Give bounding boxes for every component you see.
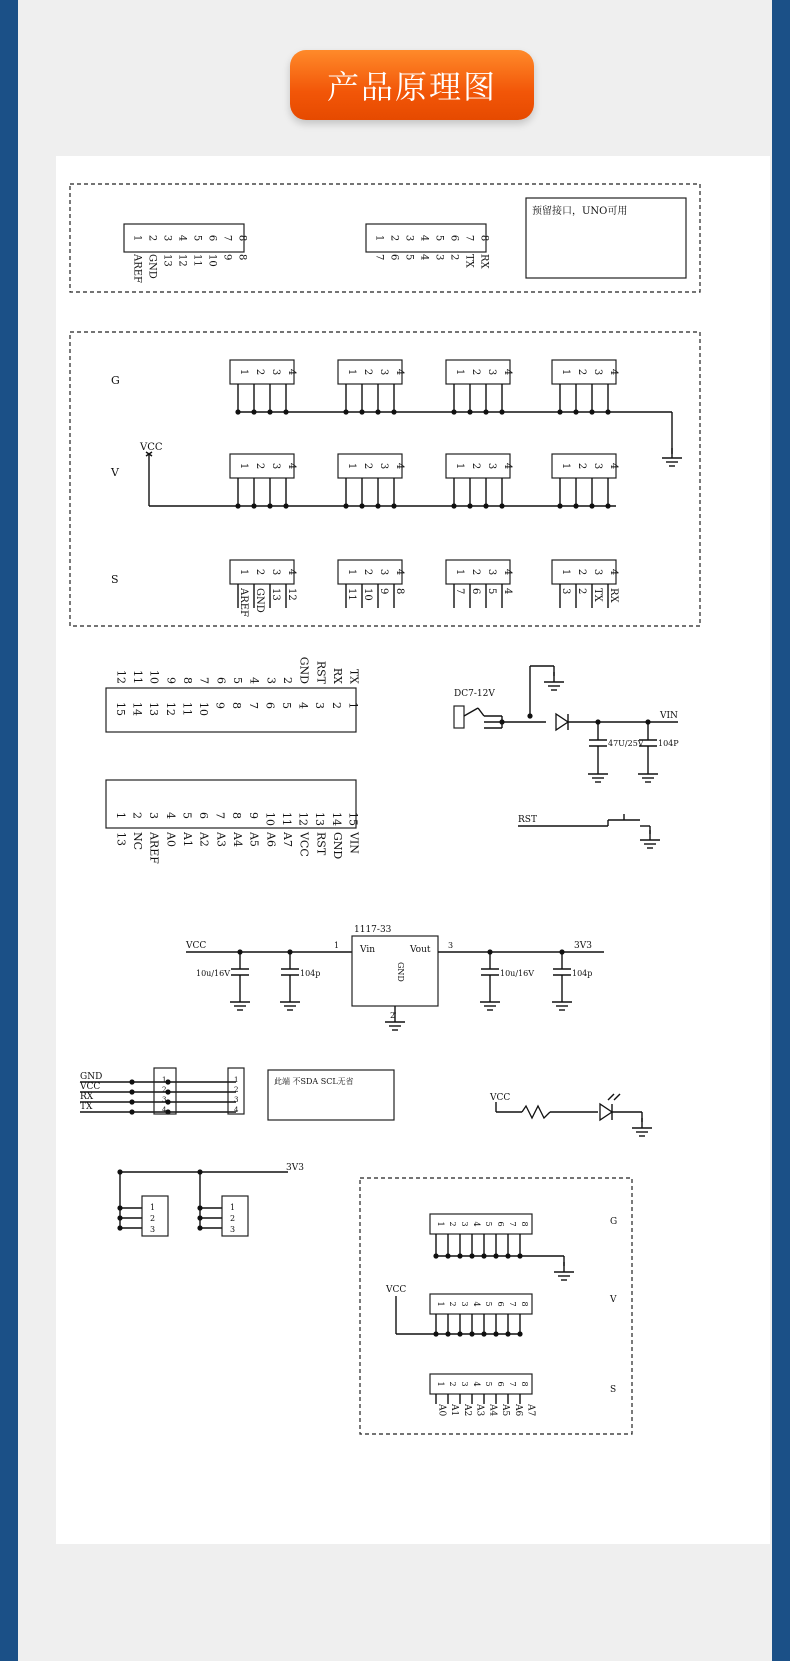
pin-number: 4 xyxy=(502,568,513,576)
nano-bottom-pin: 1 xyxy=(114,812,127,819)
pin-number: 6 xyxy=(206,234,218,242)
led xyxy=(600,1104,612,1120)
schematic-drawing xyxy=(56,156,770,1544)
header-right-label: 4 xyxy=(418,254,430,261)
analog-label: A4 xyxy=(487,1404,498,1417)
nano-bottom-pin: 5 xyxy=(180,812,194,819)
nano-top-pin: 2 xyxy=(329,702,343,709)
pin-number: 1 xyxy=(346,568,357,576)
nano-bottom-label: A4 xyxy=(231,832,244,847)
pin-number: 3 xyxy=(486,368,497,376)
pin-number: 1 xyxy=(346,462,357,470)
junction-dot xyxy=(527,713,532,718)
analog-pin: 5 xyxy=(484,1301,493,1307)
reg-pin-out: 3 xyxy=(448,941,454,950)
analog-pin: 5 xyxy=(484,1221,493,1227)
nano-bottom-pin: 12 xyxy=(296,812,310,826)
header-left-label: 13 xyxy=(161,254,173,267)
header-left-label: 12 xyxy=(176,254,188,267)
nano-top-pin: 12 xyxy=(163,702,177,716)
s-label: 6 xyxy=(470,588,481,595)
jack-contact xyxy=(464,708,478,716)
nano-bottom-label: A2 xyxy=(197,832,211,847)
serial-pin-b: 4 xyxy=(234,1106,239,1114)
analog-pin: 2 xyxy=(448,1221,457,1227)
pin-number: 4 xyxy=(394,368,405,376)
analog-pin: 7 xyxy=(508,1381,517,1387)
analog-pin: 3 xyxy=(460,1221,469,1227)
analog-label: A5 xyxy=(500,1404,511,1417)
analog-label: A3 xyxy=(474,1404,485,1417)
pin-number: 3 xyxy=(270,568,281,576)
nano-bottom-label: RST xyxy=(314,832,328,856)
pin-number: 1 xyxy=(346,368,357,376)
pin-number: 1 xyxy=(238,368,249,376)
s-label: AREF xyxy=(238,588,249,617)
pin-number: 2 xyxy=(146,234,158,242)
s-label: RX xyxy=(608,588,619,603)
led-ray xyxy=(614,1094,620,1100)
junction-dot xyxy=(129,1079,134,1084)
s-label: 12 xyxy=(286,588,297,601)
pin-number: 1 xyxy=(454,462,465,470)
nano-bottom-pin: 13 xyxy=(313,812,327,826)
nano-bottom-label: GND xyxy=(331,832,344,860)
page-title: 产品原理图 xyxy=(290,50,534,120)
header-left-label: 9 xyxy=(221,254,233,261)
analog-label: A7 xyxy=(525,1404,536,1417)
serial-pin-b: 1 xyxy=(234,1076,239,1084)
vin-label: VIN xyxy=(660,711,678,721)
pin-number: 6 xyxy=(448,234,460,242)
serial-net: VCC xyxy=(80,1082,101,1092)
nano-bottom-pin: 10 xyxy=(263,812,277,826)
nano-top-label: 10 xyxy=(147,670,161,684)
serial-pin-a: 4 xyxy=(162,1106,167,1114)
nano-bottom-pin: 9 xyxy=(246,812,260,819)
nano-top-pin: 11 xyxy=(180,702,194,716)
nano-top-label: RX xyxy=(331,667,344,684)
nano-top-pin: 14 xyxy=(130,702,144,716)
nano-bottom-label: 13 xyxy=(114,832,128,846)
nano-bottom-pin: 14 xyxy=(329,812,343,826)
header-left-label: 11 xyxy=(191,254,203,267)
junction-dot xyxy=(197,1215,202,1220)
nano-top-label: 11 xyxy=(131,670,144,684)
analog-pin: 4 xyxy=(472,1221,481,1227)
cap-out2-label: 104p xyxy=(572,969,593,978)
pin-number: 7 xyxy=(463,234,475,242)
nano-top-label: 8 xyxy=(181,677,194,684)
serial-net: TX xyxy=(80,1102,93,1112)
pin-number: 8 xyxy=(236,234,248,242)
pin-number: 8 xyxy=(478,234,490,242)
header-right-label: 7 xyxy=(373,254,385,261)
nano-top-label: 12 xyxy=(114,670,128,684)
pin-number: 3 xyxy=(161,234,173,242)
junction-dot xyxy=(129,1109,134,1114)
nano-top-label: 3 xyxy=(264,677,278,684)
nano-top-pin: 8 xyxy=(230,702,244,709)
s-label: 5 xyxy=(486,588,497,595)
pin-number: 2 xyxy=(470,368,481,376)
analog-label: A0 xyxy=(436,1404,447,1417)
i2c-pin-b: 1 xyxy=(230,1203,236,1212)
pin-number: 2 xyxy=(576,368,587,376)
s-label: 9 xyxy=(378,588,389,595)
analog-label: A1 xyxy=(449,1404,460,1417)
cap-out1-label: 10u/16V xyxy=(500,969,534,978)
i2c-pin-a: 1 xyxy=(150,1203,156,1212)
analog-label: A6 xyxy=(512,1404,523,1417)
analog-pin: 3 xyxy=(460,1301,469,1307)
pin-number: 1 xyxy=(454,568,465,576)
pin-number: 3 xyxy=(378,462,389,470)
pin-number: 3 xyxy=(592,368,603,376)
led-vcc: VCC xyxy=(490,1093,511,1103)
nano-top-pin: 3 xyxy=(313,702,327,709)
pin-number: 2 xyxy=(470,462,481,470)
nano-bottom-pin: 4 xyxy=(163,812,177,819)
nano-bottom-label: VCC xyxy=(297,832,311,857)
analog-pin: 2 xyxy=(448,1381,457,1387)
pin-number: 1 xyxy=(560,568,571,576)
jack-label: DC7-12V xyxy=(454,689,495,699)
pin-number: 2 xyxy=(470,568,481,576)
analog-pin: 5 xyxy=(484,1381,493,1387)
s-label: 7 xyxy=(454,588,465,595)
schematic-sheet xyxy=(56,156,770,1544)
nano-bottom-label: A5 xyxy=(247,832,261,847)
pin-number: 2 xyxy=(576,462,587,470)
serial-net: RX xyxy=(80,1092,94,1102)
i2c-net: 3V3 xyxy=(286,1163,304,1173)
row-label-v: V xyxy=(111,466,119,479)
pin-number: 4 xyxy=(608,368,619,376)
pin-number: 4 xyxy=(608,568,619,576)
s-label: 2 xyxy=(576,588,587,595)
nano-top-label: 5 xyxy=(231,677,244,684)
pin-number: 2 xyxy=(254,368,265,376)
nano-bottom-label: A3 xyxy=(214,832,228,847)
analog-pin: 8 xyxy=(520,1301,529,1307)
pin-number: 4 xyxy=(608,462,619,470)
nano-bottom-pin: 7 xyxy=(213,812,227,819)
page-frame xyxy=(18,0,772,1661)
diode xyxy=(556,714,568,730)
pin-number: 1 xyxy=(373,234,385,242)
analog-pin: 8 xyxy=(520,1381,529,1387)
s-label: GND xyxy=(254,588,265,613)
header-right-label: 6 xyxy=(388,254,400,261)
header-left-label: AREF xyxy=(131,254,143,283)
resistor xyxy=(522,1106,550,1118)
nano-bottom-label: VIN xyxy=(347,832,361,854)
pin-number: 2 xyxy=(254,462,265,470)
reg-pin-in: 1 xyxy=(334,941,340,950)
nano-bottom-label: A0 xyxy=(164,832,178,847)
serial-pin-a: 3 xyxy=(162,1096,167,1104)
analog-pin: 1 xyxy=(436,1381,445,1387)
rst-label: RST xyxy=(518,815,537,825)
pin-number: 2 xyxy=(362,568,373,576)
nano-bottom-pin: 3 xyxy=(147,812,161,819)
nano-bottom-label: A7 xyxy=(281,832,294,847)
note-text: 预留接口，UNO可用 xyxy=(532,206,628,217)
nano-bottom-label: AREF xyxy=(147,832,161,864)
jack-contact xyxy=(478,708,484,716)
pin-number: 4 xyxy=(502,368,513,376)
nano-bottom-label: A6 xyxy=(264,832,278,847)
junction-dot xyxy=(117,1215,122,1220)
junction-dot xyxy=(197,1225,202,1230)
nano-top-label: 9 xyxy=(164,677,178,684)
pin-number: 2 xyxy=(576,568,587,576)
serial-net: GND xyxy=(80,1072,103,1082)
s-label: 13 xyxy=(270,588,281,601)
header-left-label: 10 xyxy=(206,254,218,267)
header-left-label: GND xyxy=(146,254,158,279)
pin-number: 4 xyxy=(176,234,188,242)
pin-number: 2 xyxy=(254,568,265,576)
led-ray xyxy=(608,1094,614,1100)
pin-number: 1 xyxy=(238,568,249,576)
junction-dot xyxy=(117,1205,122,1210)
s-label: TX xyxy=(592,588,603,602)
analog-pin: 4 xyxy=(472,1381,481,1387)
header-right-label: TX xyxy=(463,254,475,268)
header-right-label: 3 xyxy=(433,254,445,261)
analog-pin: 2 xyxy=(448,1301,457,1307)
serial-pin-b: 2 xyxy=(234,1086,239,1094)
nano-top-label: 6 xyxy=(214,677,228,684)
analog-pin: 6 xyxy=(496,1301,505,1307)
analog-pin: 3 xyxy=(460,1381,469,1387)
pin-number: 3 xyxy=(592,462,603,470)
pin-number: 2 xyxy=(388,234,400,242)
nano-bottom-pin: 11 xyxy=(280,812,293,826)
pin-number: 3 xyxy=(378,568,389,576)
reg-vout: Vout xyxy=(410,945,431,955)
nano-top-pin: 7 xyxy=(246,702,260,709)
pin-number: 3 xyxy=(270,462,281,470)
nano-top-pin: 4 xyxy=(296,702,310,709)
reg-pin-gnd: 2 xyxy=(390,1011,396,1020)
nano-top-label: GND xyxy=(297,656,311,684)
analog-pin: 1 xyxy=(436,1301,445,1307)
vcc-label-v: VCC xyxy=(140,442,163,453)
nano-top-label: 4 xyxy=(247,677,261,684)
nano-top-pin: 13 xyxy=(147,702,161,716)
analog-pin: 7 xyxy=(508,1301,517,1307)
pin-number: 5 xyxy=(433,234,445,242)
pin-number: 3 xyxy=(486,462,497,470)
serial-pin-a: 1 xyxy=(162,1076,167,1084)
analog-pin: 1 xyxy=(436,1221,445,1227)
pin-number: 3 xyxy=(592,568,603,576)
header-right-label: RX xyxy=(478,254,490,269)
analog-row-s: S xyxy=(610,1385,617,1395)
dc-jack xyxy=(454,706,464,728)
i2c-pin-a: 3 xyxy=(150,1225,156,1234)
nano-bottom-pin: 15 xyxy=(346,812,360,826)
gvs-box xyxy=(70,332,700,626)
nano-bottom-label: NC xyxy=(131,832,144,851)
reg-out-net: 3V3 xyxy=(574,941,592,951)
pin-number: 4 xyxy=(286,462,297,470)
reg-in-net: VCC xyxy=(186,941,207,951)
analog-row-g: G xyxy=(610,1217,618,1227)
pin-number: 1 xyxy=(560,462,571,470)
row-label-g: G xyxy=(111,374,120,387)
analog-pin: 8 xyxy=(520,1221,529,1227)
nano-top-pin: 15 xyxy=(114,702,127,716)
junction-dot xyxy=(499,719,504,724)
pin-number: 3 xyxy=(378,368,389,376)
serial-note: 此端 不SDA SCL无省 xyxy=(274,1077,354,1086)
pin-number: 3 xyxy=(403,234,415,242)
analog-vcc: VCC xyxy=(386,1285,407,1295)
pin-number: 4 xyxy=(286,368,297,376)
header-right-label: 5 xyxy=(403,254,415,261)
s-label: 3 xyxy=(560,588,571,595)
nano-top-label: 2 xyxy=(281,677,294,684)
s-label: 10 xyxy=(362,588,373,601)
header-left-label: 8 xyxy=(236,254,248,261)
pin-number: 1 xyxy=(131,234,143,242)
serial-pin-a: 2 xyxy=(162,1086,167,1094)
pin-number: 2 xyxy=(362,462,373,470)
serial-pin-b: 3 xyxy=(234,1096,239,1104)
i2c-pin-b: 3 xyxy=(230,1225,236,1234)
nano-top-label: TX xyxy=(347,668,361,684)
cap-in2-label: 104p xyxy=(300,969,321,978)
junction-dot xyxy=(117,1225,122,1230)
pin-number: 4 xyxy=(394,568,405,576)
i2c-pin-b: 2 xyxy=(230,1214,236,1223)
pin-number: 1 xyxy=(560,368,571,376)
pin-number: 4 xyxy=(286,568,297,576)
pin-number: 1 xyxy=(454,368,465,376)
nano-top-pin: 10 xyxy=(197,702,210,716)
reg-gnd: GND xyxy=(396,962,405,982)
nano-top-label: RST xyxy=(314,660,328,684)
nano-top-pin: 1 xyxy=(346,702,360,709)
pin-number: 2 xyxy=(362,368,373,376)
analog-row-v: V xyxy=(610,1295,617,1305)
cap2-label: 104P xyxy=(658,739,679,748)
nano-bottom-pin: 8 xyxy=(230,812,244,819)
nano-bottom-pin: 2 xyxy=(130,812,144,819)
analog-label: A2 xyxy=(461,1404,472,1417)
row-label-s: S xyxy=(111,573,119,586)
nano-top-pin: 5 xyxy=(280,702,293,709)
nano-top-pin: 9 xyxy=(213,702,227,709)
i2c-pin-a: 2 xyxy=(150,1214,156,1223)
analog-pin: 6 xyxy=(496,1381,505,1387)
pin-number: 4 xyxy=(418,234,430,242)
junction-dot xyxy=(129,1089,134,1094)
reg-vin: Vin xyxy=(360,945,376,955)
analog-pin: 4 xyxy=(472,1301,481,1307)
analog-pin: 6 xyxy=(496,1221,505,1227)
nano-bottom-label: A1 xyxy=(181,832,194,847)
cap1-label: 47U/25V xyxy=(608,739,644,748)
pin-number: 3 xyxy=(270,368,281,376)
s-label: 11 xyxy=(346,588,357,601)
s-label: 8 xyxy=(394,588,405,595)
cap-in1-label: 10u/16V xyxy=(196,969,230,978)
regulator-part: 1117-33 xyxy=(354,925,392,935)
junction-dot xyxy=(197,1205,202,1210)
s-label: 4 xyxy=(502,588,513,595)
pin-number: 4 xyxy=(394,462,405,470)
pin-number: 7 xyxy=(221,234,233,242)
pin-number: 1 xyxy=(238,462,249,470)
header-right-label: 2 xyxy=(448,254,460,261)
nano-top-pin: 6 xyxy=(263,702,277,709)
pin-number: 4 xyxy=(502,462,513,470)
pin-number: 5 xyxy=(191,234,203,242)
nano-top-label: 7 xyxy=(197,677,211,684)
junction-dot xyxy=(129,1099,134,1104)
analog-pin: 7 xyxy=(508,1221,517,1227)
pin-number: 3 xyxy=(486,568,497,576)
nano-bottom-pin: 6 xyxy=(197,812,210,819)
